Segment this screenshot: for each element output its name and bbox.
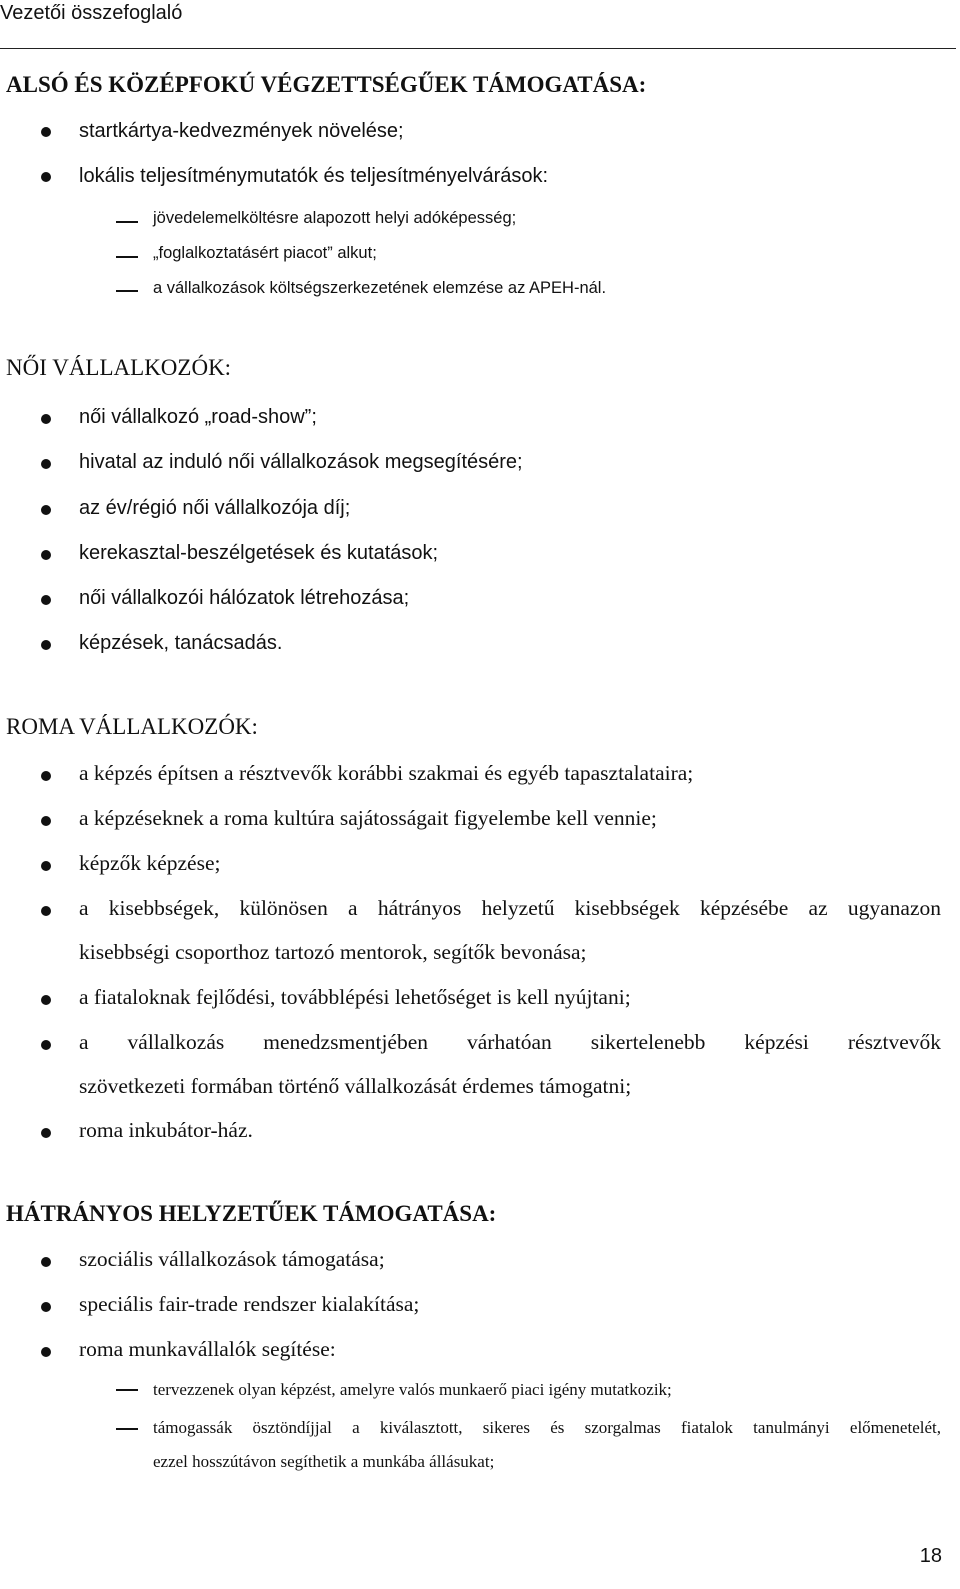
list-item: a vállalkozás menedzsmentjében várhatóan sikertelenebb képzési résztvevők [79,1030,941,1054]
dash-icon [116,221,138,223]
bullet-icon [41,640,51,650]
bullet-icon [41,816,51,826]
list-item: a képzés építsen a résztvevők korábbi szakmai és egyéb tapasztalataira; [79,761,694,785]
bullet-icon [41,1040,51,1050]
bullet-icon [41,414,51,424]
section-heading-hatranyos: HÁTRÁNYOS HELYZETŰEK TÁMOGATÁSA: [6,1201,497,1226]
sub-list-item: támogassák ösztöndíjjal a kiválasztott, sikeres és szorgalmas fiatalok tanulmányi előmenetelét, [153,1418,941,1437]
list-item: a fiataloknak fejlődési, továbblépési lehetőséget is kell nyújtani; [79,985,631,1009]
list-item: női vállalkozó „road-show”; [79,406,317,428]
list-item: az év/régió női vállalkozója díj; [79,497,351,519]
section-heading-also: ALSÓ ÉS KÖZÉPFOKÚ VÉGZETTSÉGŰEK TÁMOGATÁSA: [6,72,647,97]
dash-icon [116,1428,138,1430]
page-header [0,0,956,49]
list-item: lokális teljesítménymutatók és teljesítményelvárások: [79,165,549,187]
bullet-icon [41,1347,51,1357]
bullet-icon [41,861,51,871]
dash-icon [116,1389,138,1391]
sub-list-item: a vállalkozások költségszerkezetének elemzése az APEH-nál. [153,279,607,297]
section-heading-noi: NŐI VÁLLALKOZÓK: [6,355,232,380]
list-item: startkártya-kedvezmények növelése; [79,120,404,142]
list-item: képzések, tanácsadás. [79,632,283,654]
section-heading-roma: ROMA VÁLLALKOZÓK: [6,714,258,739]
list-item: a kisebbségek, különösen a hátrányos helyzetű kisebbségek képzésébe az ugyanazon [79,896,941,920]
bullet-icon [41,172,51,182]
bullet-icon [41,1257,51,1267]
list-item: szociális vállalkozások támogatása; [79,1247,385,1271]
sub-list-item: jövedelemelköltésre alapozott helyi adóképesség; [153,209,517,227]
bullet-icon [41,127,51,137]
bullet-icon [41,1128,51,1138]
header-title: Vezetői összefoglaló [0,2,183,24]
bullet-icon [41,550,51,560]
sub-list-item: „foglalkoztatásért piacot” alkut; [153,244,377,262]
list-item: női vállalkozói hálózatok létrehozása; [79,587,410,609]
list-item: speciális fair-trade rendszer kialakítása; [79,1292,420,1316]
dash-icon [116,256,138,258]
bullet-icon [41,771,51,781]
list-item: kerekasztal-beszélgetések és kutatások; [79,542,439,564]
sub-list-item-continuation: ezzel hosszútávon segíthetik a munkába állásukat; [153,1452,495,1471]
list-item: a képzéseknek a roma kultúra sajátosságait figyelembe kell vennie; [79,806,657,830]
bullet-icon [41,505,51,515]
bullet-icon [41,995,51,1005]
page-number: 18 [919,1545,942,1567]
list-item-continuation: kisebbségi csoporthoz tartozó mentorok, segítők bevonása; [79,940,587,964]
bullet-icon [41,1302,51,1312]
bullet-icon [41,595,51,605]
sub-list-item: tervezzenek olyan képzést, amelyre valós munkaerő piaci igény mutatkozik; [153,1380,672,1399]
dash-icon [116,290,138,292]
list-item-continuation: szövetkezeti formában történő vállalkozását érdemes támogatni; [79,1074,632,1098]
list-item: hivatal az induló női vállalkozások megsegítésére; [79,451,523,473]
list-item: roma munkavállalók segítése: [79,1337,336,1361]
bullet-icon [41,906,51,916]
list-item: roma inkubátor-ház. [79,1118,253,1142]
list-item: képzők képzése; [79,851,221,875]
bullet-icon [41,459,51,469]
